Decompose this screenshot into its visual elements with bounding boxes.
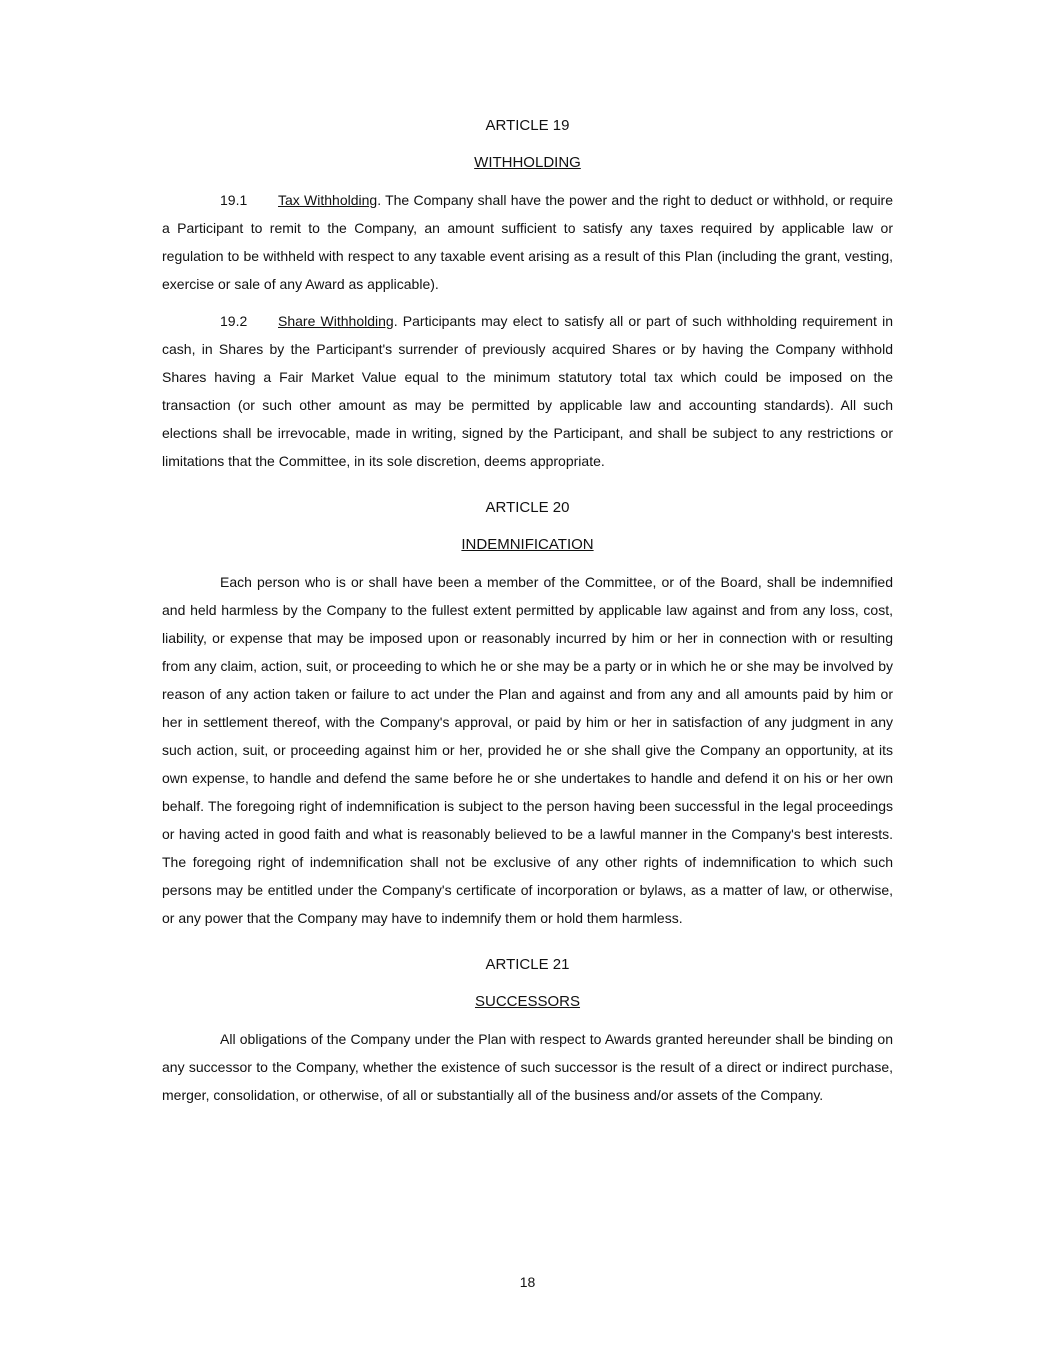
article-21-title-text: SUCCESSORS (474, 993, 581, 1010)
article-19-heading: ARTICLE 19 (485, 117, 570, 134)
section-19-1-text: . The Company shall have the power and the right to deduct or withhold, or require a Participant to remit to the Company, an amount sufficient to satisfy any taxes required by applicable law or regulation to be withheld with respect to any taxable event arising as a result of this Plan (including the grant, vesting, exercise or sale of any Award as applicable). (162, 192, 894, 292)
page-number: 18 (519, 1274, 536, 1290)
article-20-body-text: Each person who is or shall have been a member of the Committee, or of the Board, shall be indemnified and held harmless by the Company to the fullest extent permitted by applicable law against and from any loss, cost, liability, or expense that may be imposed upon or reasonably incurred by him or her in connection with or resulting from any claim, action, suit, or proceeding to which he or she may be a party or in which he or she may be involved by reason of any action taken or failure to act under the Plan and against and from any and all amounts paid by him or her in settlement thereof, with the Company's approval, or paid by him or her in satisfaction of any judgment in any such action, suit, or proceeding against him or her, provided he or she shall give the Company an opportunity, at its own expense, to handle and defend the same before he or she undertakes to handle and defend it on his or her own behalf. The foregoing right of indemnification is subject to the person having been successful in the legal proceedings or having acted in good faith and what is reasonably believed to be a lawful manner in the Company's best interests. The foregoing right of indemnification shall not be exclusive of any other rights of indemnification to which such persons may be entitled under the Company's certificate of incorporation or bylaws, as a matter of law, or otherwise, or any power that the Company may have to indemnify them or hold them harmless. (162, 574, 893, 926)
article-21-heading: ARTICLE 21 (485, 956, 570, 973)
document-page (162, 112, 893, 1109)
section-19-1-number: 19.1 (220, 192, 248, 208)
section-19-2-number: 19.2 (220, 313, 248, 329)
section-19-1-caption: Tax Withholding (278, 192, 378, 208)
section-19-2-text: . Participants may elect to satisfy all or part of such withholding requirement in cash, in Shares by the Participant's surrender of previously acquired Shares or by having the Company withhold Shares having a Fair Market Value equal to the minimum statutory total tax which could be imposed on the transaction (or such other amount as may be permitted by applicable law and accounting standards). All such elections shall be irrevocable, made in writing, signed by the Participant, and shall be subject to any restrictions or limitations that the Committee, in its sole discretion, deems appropriate. (162, 313, 893, 469)
article-21-body-text: All obligations of the Company under the Plan with respect to Awards granted hereunder shall be binding on any successor to the Company, whether the existence of such successor is the result of a direct or indirect purchase, merger, consolidation, or otherwise, of all or substantially all of the business and/or assets of the Company. (162, 1031, 893, 1103)
article-20-title-text: INDEMNIFICATION (461, 536, 594, 553)
article-20-title (162, 531, 893, 559)
article-21-title (162, 988, 893, 1016)
article-19-title-text: WITHHOLDING (474, 154, 581, 171)
article-21-body (162, 1025, 893, 1109)
section-19-2-caption: Share Withholding (278, 313, 394, 329)
article-20-body (162, 568, 893, 932)
article-19-title (162, 149, 893, 177)
section-19-2 (162, 307, 893, 475)
section-19-1 (162, 186, 893, 298)
article-20-heading: ARTICLE 20 (485, 499, 570, 516)
